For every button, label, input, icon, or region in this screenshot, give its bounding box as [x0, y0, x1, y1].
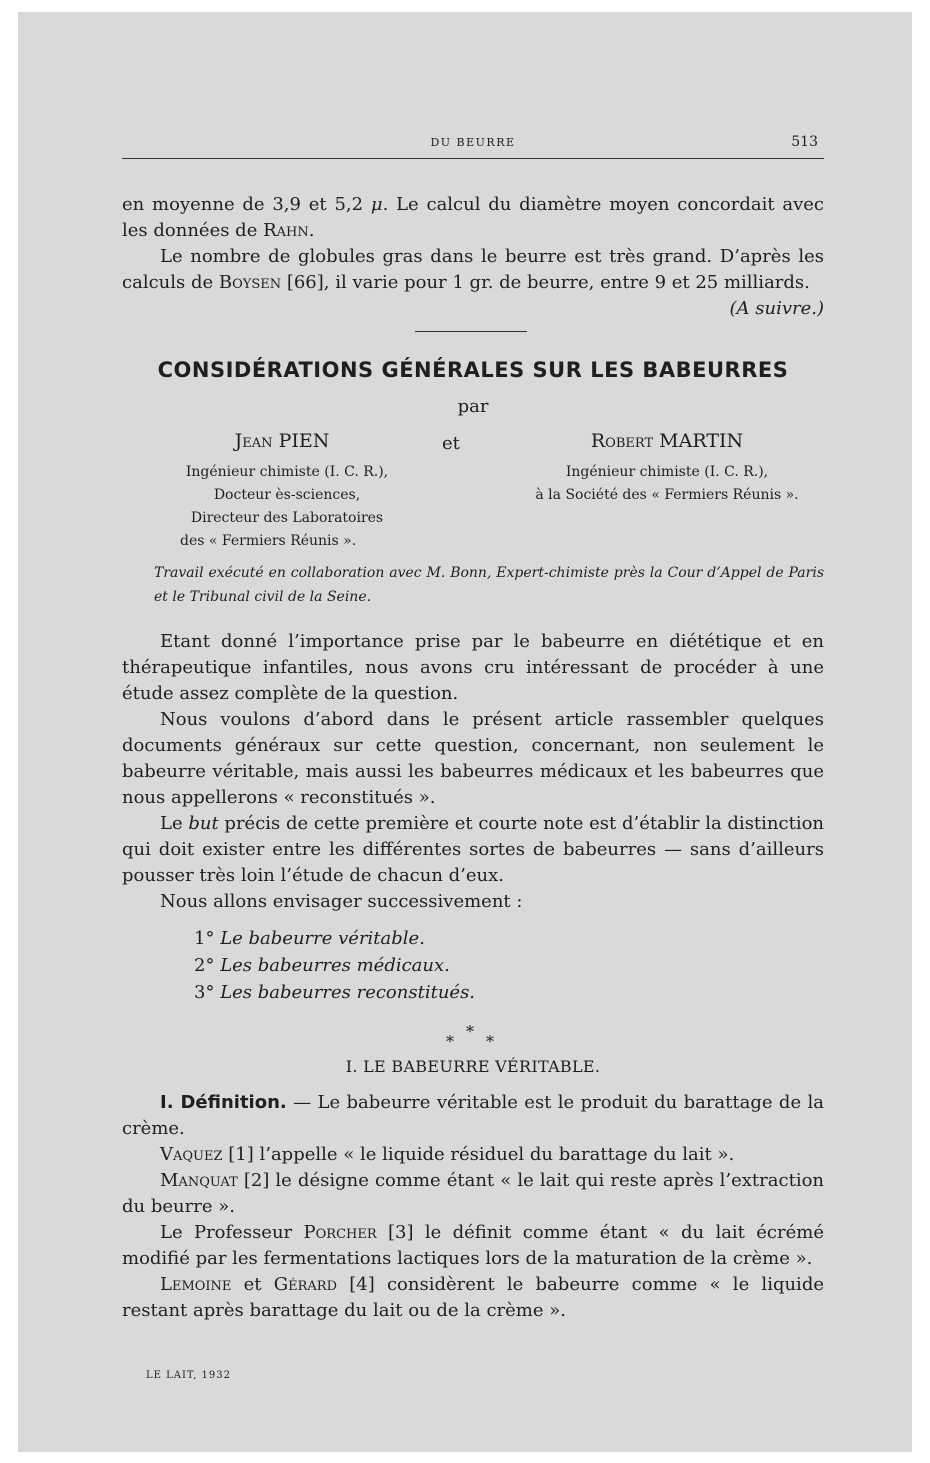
page-number: 513 — [791, 134, 818, 150]
continuation-paragraph-1: en moyenne de 3,9 et 5,2 μ. Le calcul du diamètre moyen concordait avec les données de Rahn. — [122, 194, 825, 241]
intro-paragraph-1: Etant donné l’importance prise par le babeurre en diététique et en thérapeutique infantiles, nous avons cru intéressant de procéder à une étude assez complète de la question. — [122, 631, 824, 704]
running-head — [122, 132, 824, 159]
scanned-page — [18, 12, 912, 1452]
definition-paragraph: I. Définition. — Le babeurre véritable est le produit du barattage de la crème. — [122, 1092, 824, 1139]
asterism-star-top: * — [466, 1022, 474, 1041]
author-boysen: Boysen — [218, 272, 282, 293]
list-item: 1° Le babeurre véritable. — [194, 928, 425, 949]
author-2-affiliation: Ingénieur chimiste (I. C. R.), à la Société des « Fermiers Réunis ». — [535, 464, 799, 503]
intro-paragraph-3: Le but précis de cette première et courte note est d’établir la distinction qui doit exister entre les différentes sortes de babeurres — sans d’ailleurs pousser très loin l’étude de chacun d’eux. — [122, 813, 825, 886]
collaboration-note: Travail exécuté en collaboration avec M. Bonn, Expert-chimiste près la Cour d’Appel de Paris et le Tribunal civil de la Seine. — [154, 565, 824, 605]
footer-signature: LE LAIT, 1932 — [146, 1370, 231, 1381]
lemoine-gerard-paragraph: Lemoine et Gérard [4] considèrent le babeurre comme « le liquide restant après barattage du lait ou de la crème ». — [122, 1274, 824, 1321]
asterism — [442, 1022, 502, 1052]
continuation-paragraph-2: Le nombre de globules gras dans le beurre est très grand. D’après les calculs de Boysen [66], il varie pour 1 gr. de beurre, entre 9 et 25 milliards. (A suivre.) — [122, 244, 824, 296]
list-item: 2° Les babeurres médicaux. — [194, 955, 450, 976]
intro-paragraph-2: Nous voulons d’abord dans le présent article rassembler quelques documents généraux sur cette question, concernant, non seulement le babeurre véritable, mais aussi les babeurres médicaux et les babeurres que nous appellerons « reconstitués ». — [122, 709, 824, 808]
vaquez-paragraph: Vaquez [1] l’appelle « le liquide résiduel du barattage du lait ». — [160, 1144, 735, 1165]
mu-symbol: μ — [370, 194, 383, 215]
asterism-star-right: * — [486, 1032, 494, 1051]
to-follow-note: (A suivre.) — [729, 298, 824, 319]
definition-section — [122, 1090, 824, 1324]
section-divider — [415, 331, 527, 332]
porcher-paragraph: Le Professeur Porcher [3] le définit comme étant « du lait écrémé modifié par les fermentations lactiques lors de la maturation de la crème ». — [122, 1222, 824, 1269]
definition-label: I. Définition. — [160, 1092, 287, 1113]
list-item: 3° Les babeurres reconstitués. — [194, 982, 476, 1003]
babeurre-types-list — [194, 925, 475, 1006]
running-head-title: DU BEURRE — [430, 136, 516, 149]
by-line: par — [457, 396, 489, 417]
asterism-star-left: * — [446, 1032, 454, 1051]
author-1-affiliation: Ingénieur chimiste (I. C. R.), Docteur ès-sciences, Directeur des Laboratoires des « Fermiers Réunis ». — [180, 464, 389, 549]
page-content — [122, 12, 824, 1452]
author-rahn: Rahn — [263, 220, 309, 241]
author-1: Jean PIEN — [234, 430, 330, 452]
introduction — [122, 629, 824, 915]
article-title: CONSIDÉRATIONS GÉNÉRALES SUR LES BABEURRES — [157, 358, 789, 382]
manquat-paragraph: Manquat [2] le désigne comme étant « le lait qui reste après l’extraction du beurre ». — [122, 1170, 824, 1217]
author-2: Robert MARTIN — [590, 430, 744, 452]
intro-paragraph-4: Nous allons envisager successivement : — [160, 891, 523, 912]
section-heading: I. LE BABEURRE VÉRITABLE. — [345, 1057, 601, 1076]
continuation-text — [122, 192, 824, 322]
authors-conjunction: et — [442, 433, 460, 454]
